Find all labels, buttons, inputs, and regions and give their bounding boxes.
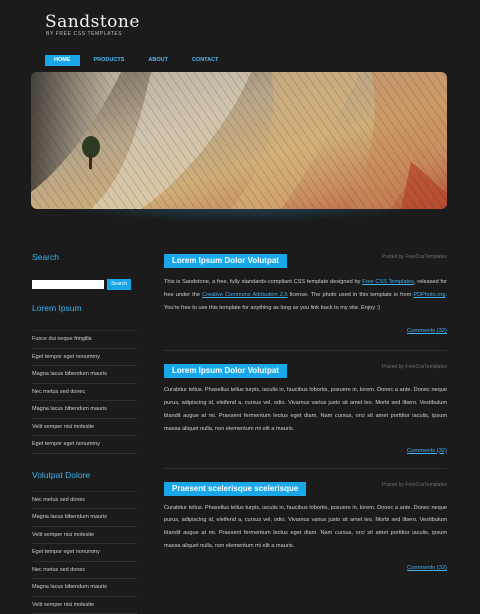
post-divider <box>164 350 447 351</box>
comments-link[interactable]: Comments (32) <box>164 448 447 454</box>
volutpat-dolore-list <box>32 491 137 614</box>
post-meta: Posted by FreeCssTemplates <box>382 364 447 370</box>
list-item[interactable]: Magna lacus bibendum mauris <box>32 401 137 419</box>
post-title[interactable]: Lorem Ipsum Dolor Volutpat <box>164 364 287 378</box>
post-body: Curabitur tellus. Phasellus tellus turpis, iaculis in, faucibus lobortis, posuere in, lorem. Donec a ante. Donec neque purus, adipiscing id, eleifend a, cursus vel, odio. Vivamus varius justo sit amet leo. Morbi sed libero. Vestibulum blandit augue at mi. Praesent fermentum lectus eget diam. Nam cursus, orci sit amet porttitor iaculis, ipsum massa aliquet nulla, non elementum mi elit a mauris. <box>164 384 447 435</box>
post-meta: Posted by FreeCssTemplates <box>382 254 447 260</box>
search-input[interactable] <box>32 280 104 289</box>
main-nav <box>45 55 232 66</box>
nav-about[interactable]: ABOUT <box>138 55 178 66</box>
banner-image <box>31 72 447 209</box>
list-item[interactable]: Velit semper nisi molestie <box>32 597 137 614</box>
nav-contact[interactable]: CONTACT <box>182 55 228 66</box>
post <box>164 250 447 334</box>
lorem-ipsum-heading: Lorem Ipsum <box>32 303 137 318</box>
posts <box>164 250 447 571</box>
search-form <box>32 277 137 291</box>
comments-link[interactable]: Comments (32) <box>164 328 447 334</box>
site-tagline: BY FREE CSS TEMPLATES <box>46 31 122 37</box>
free-css-templates-link[interactable]: Free CSS Templates <box>362 279 414 285</box>
list-item[interactable]: Nec metus sed donec <box>32 562 137 580</box>
list-item[interactable]: Magna lacus bibendum mauris <box>32 579 137 597</box>
list-item[interactable]: Nec metus sed donec <box>32 492 137 510</box>
list-item[interactable]: Eget tempor eget nonummy <box>32 544 137 562</box>
sandstone-rock-photo-icon <box>31 72 447 209</box>
list-item[interactable]: Magna lacus bibendum mauris <box>32 366 137 384</box>
comments-link[interactable]: Comments (32) <box>164 565 447 571</box>
post-text: This is Sandstone, a free, fully standards-compliant CSS template designed by <box>164 279 362 285</box>
list-item[interactable]: Nec metus sed donec <box>32 384 137 402</box>
nav-products[interactable]: PRODUCTS <box>84 55 135 66</box>
list-item[interactable]: Velit semper nisi molestie <box>32 527 137 545</box>
post-text: , released for free under the <box>164 279 447 298</box>
nav-home[interactable]: HOME <box>45 55 80 66</box>
list-item[interactable]: Magna lacus bibendum mauris <box>32 509 137 527</box>
post <box>164 478 447 571</box>
post-meta: Posted by FreeCssTemplates <box>382 482 447 488</box>
pdphoto-link[interactable]: PDPhoto.org <box>413 292 445 298</box>
post <box>164 360 447 453</box>
list-item[interactable]: Velit semper nisi molestie <box>32 419 137 437</box>
search-button[interactable]: Search <box>107 279 131 290</box>
sidebar <box>32 252 137 614</box>
list-item[interactable]: Eget tempor eget nonummy <box>32 436 137 454</box>
post-title[interactable]: Lorem Ipsum Dolor Volutpat <box>164 254 287 268</box>
post-text: . You're free to use this template for anything as long as you link back to my site. Enjoy :) <box>164 292 447 311</box>
creative-commons-link[interactable]: Creative Commons Attribution 2.5 <box>202 292 287 298</box>
post-title[interactable]: Praesent scelerisque scelerisque <box>164 482 306 496</box>
lorem-ipsum-list <box>32 330 137 454</box>
post-body: Curabitur tellus. Phasellus tellus turpis, iaculis in, faucibus lobortis, posuere in, lorem. Donec a ante. Donec neque purus, adipiscing id, eleifend a, cursus vel, odio. Vivamus varius justo sit amet leo. Morbi sed libero. Vestibulum blandit augue at mi. Praesent fermentum lectus eget diam. Nam cursus, orci sit amet porttitor iaculis, ipsum massa aliquet nulla, non elementum mi elit a mauris. <box>164 502 447 553</box>
list-item[interactable]: Fusce dui neque fringilla <box>32 331 137 349</box>
search-heading: Search <box>32 252 137 267</box>
post-body <box>164 276 447 314</box>
list-item[interactable]: Eget tempor eget nonummy <box>32 349 137 367</box>
post-divider <box>164 468 447 469</box>
volutpat-dolore-heading: Volutpat Dolore <box>32 470 137 485</box>
post-text: license. The photo used in this template is from <box>288 292 414 298</box>
site-title: Sandstone <box>45 12 140 32</box>
